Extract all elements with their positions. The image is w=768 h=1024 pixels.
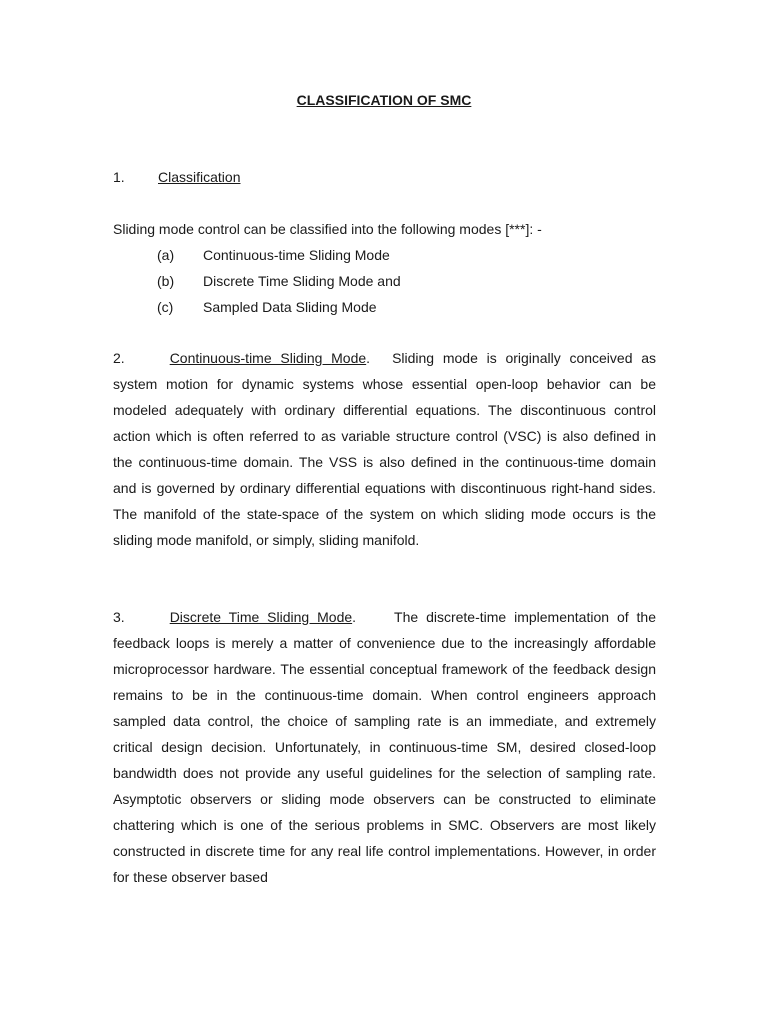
section-1-number: 1. [113,169,125,185]
section-2-paragraph: 2. Continuous-time Sliding Mode. Sliding mode is originally conceived as system motion for dynamic systems whose essential open-loop behavior can be modeled adequately with ordinary differential equations. The discontinuous control action which is often referred to as variable structure control (VSC) is also defined in the continuous-time domain. The VSS is also defined in the continuous-time domain and is governed by ordinary differential equations with discontinuous right-hand sides. The manifold of the state-space of the system on which sliding mode occurs is the sliding mode manifold, or simply, sliding manifold. [113,350,657,548]
list-item-marker: (a) [157,247,175,263]
section-1-title: Classification [158,169,241,185]
section-3-paragraph: 3. Discrete Time Sliding Mode. The discrete-time implementation of the feedback loops is merely a matter of convenience due to the increasingly affordable microprocessor hardware. The essential conceptual framework of the feedback design remains to be in the continuous-time domain. When control engineers approach sampled data control, the choice of sampling rate is an immediate, and extremely critical design decision. Unfortunately, in continuous-time SM, desired closed-loop bandwidth does not provide any useful guidelines for the selection of sampling rate. Asymptotic observers or sliding mode observers can be constructed to eliminate chattering which is one of the serious problems in SMC. Observers are most likely constructed in discrete time for any real life control implementations. However, in order for these observer based [113,609,656,885]
list-item-text: Sampled Data Sliding Mode [203,299,377,315]
section-3-body: The discrete-time implementation of the feedback loops is merely a matter of convenience due to the increasingly affordable microprocessor hardware. The essential conceptual framework of the feedback design remains to be in the continuous-time domain. When control engineers approach sampled data control, the choice of sampling rate is an immediate, and extremely critical design decision. Unfortunately, in continuous-time SM, desired closed-loop bandwidth does not provide any useful guidelines for the selection of sampling rate. Asymptotic observers or sliding mode observers can be constructed to eliminate chattering which is one of the serious problems in SMC. Observers are most likely constructed in discrete time for any real life control implementations. However, in order for these observer based [113,609,656,885]
list-item-marker: (c) [157,299,174,315]
page-title: CLASSIFICATION OF SMC [296,92,472,108]
mode-list [157,246,657,324]
list-item [157,272,657,298]
list-item [157,246,657,272]
list-item-text: Continuous-time Sliding Mode [203,247,390,263]
section-2-title: Continuous-time Sliding Mode [169,350,367,366]
list-item [157,298,657,324]
section-2-body: Sliding mode is originally conceived as system motion for dynamic systems whose essential open-loop behavior can be modeled adequately with ordinary differential equations. The discontinuous control action which is often referred to as variable structure control (VSC) is also defined in the continuous-time domain. The VSS is also defined in the continuous-time domain and is governed by ordinary differential equations with discontinuous right-hand sides. The manifold of the state-space of the system on which sliding mode occurs is the sliding mode manifold, or simply, sliding manifold. [113,350,657,548]
list-item-text: Discrete Time Sliding Mode and [203,273,401,289]
section-3-number: 3. [113,609,125,625]
section-2-number: 2. [113,350,125,366]
section-3-title: Discrete Time Sliding Mode [169,609,353,625]
section-1-heading [113,168,658,186]
section-1-intro: Sliding mode control can be classified into the following modes [***]: - [113,221,542,237]
list-item-marker: (b) [157,273,175,289]
